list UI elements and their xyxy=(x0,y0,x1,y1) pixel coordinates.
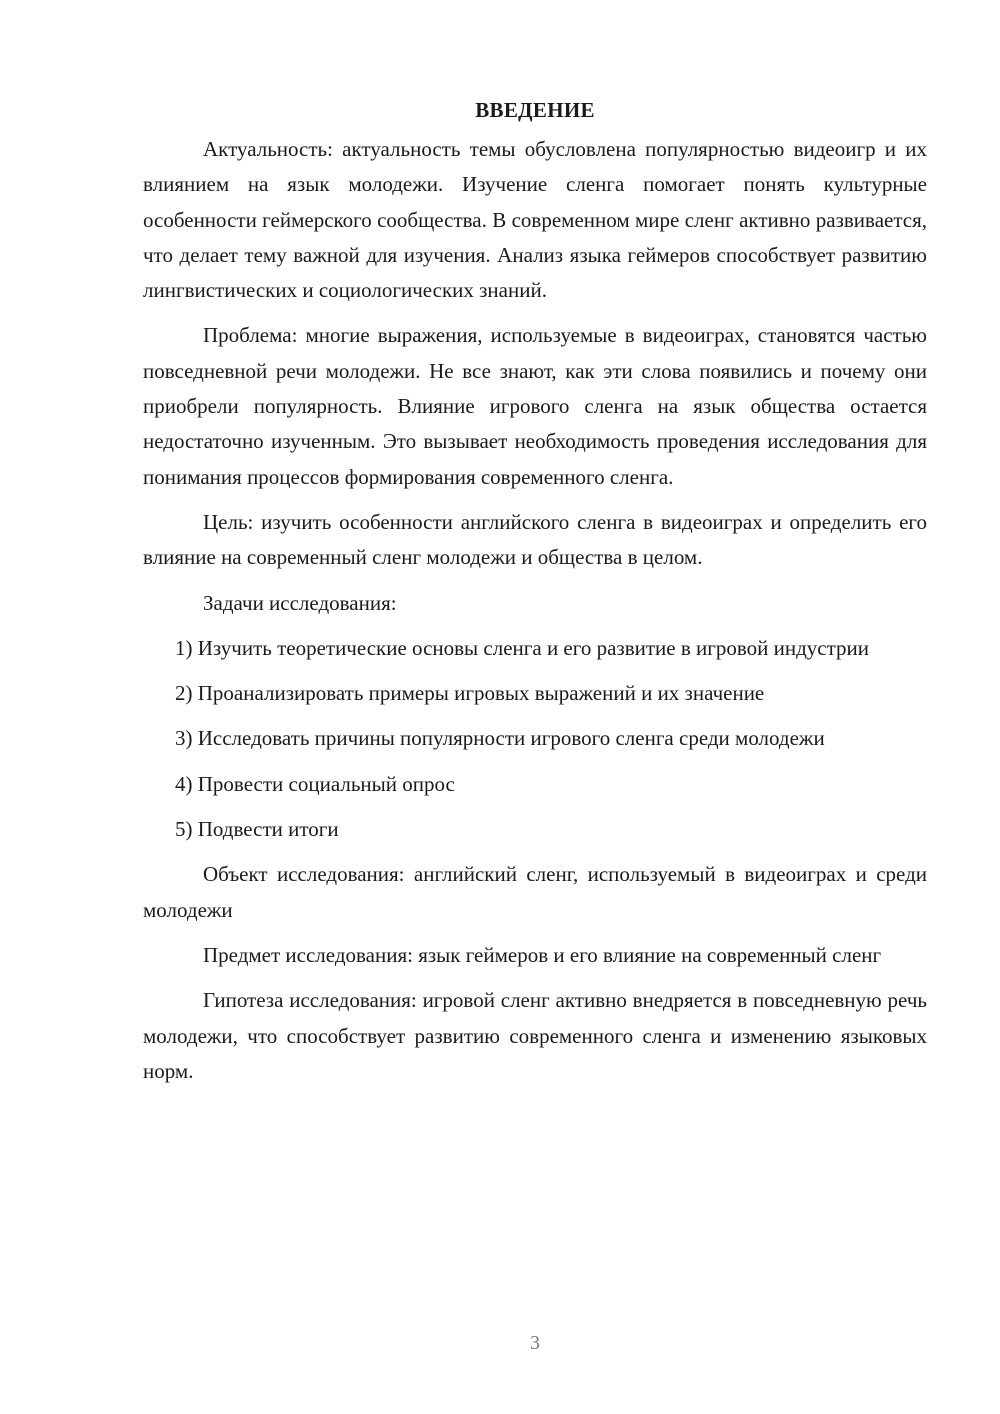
document-page xyxy=(143,92,927,1099)
task-item-5: 5) Подвести итоги xyxy=(175,817,339,842)
task-item-3: 3) Исследовать причины популярности игрового сленга среди молодежи xyxy=(175,726,825,751)
paragraph-goal: Цель: изучить особенности английского сленга в видеоиграх и определить его влияние на современный сленг молодежи и общества в целом. xyxy=(143,509,927,570)
task-item-1: 1) Изучить теоретические основы сленга и его развитие в игровой индустрии xyxy=(175,635,870,660)
task-item-2: 2) Проанализировать примеры игровых выражений и их значение xyxy=(175,681,765,706)
paragraph-object: Объект исследования: английский сленг, используемый в видеоиграх и среди молодежи xyxy=(143,862,927,922)
paragraph-problem: Проблема: многие выражения, используемые в видеоиграх, становятся частью повседневной речи молодежи. Не все знают, как эти слова появились и почему они приобрели популярность. Влияние игрового сленга на язык общества остается недостаточно изученным. Это вызывает необходимость проведения исследования для понимания процессов формирования современного сленга. xyxy=(143,323,927,489)
paragraph-hypothesis: Гипотеза исследования: игровой сленг активно внедряется в повседневную речь молодежи, что способствует развитию современного сленга и изменению языковых норм. xyxy=(143,988,927,1083)
paragraph-relevance: Актуальность: актуальность темы обусловлена популярностью видеоигр и их влиянием на язык молодежи. Изучение сленга помогает понять культурные особенности геймерского сообщества. В современном мире сленг активно развивается, что делает тему важной для изучения. Анализ языка геймеров способствует развитию лингвистических и социологических знаний. xyxy=(143,137,927,303)
tasks-heading: Задачи исследования: xyxy=(203,590,397,615)
paragraph-subject: Предмет исследования: язык геймеров и его влияние на современный сленг xyxy=(203,942,882,967)
page-number: 3 xyxy=(530,1332,540,1354)
task-item-4: 4) Провести социальный опрос xyxy=(175,771,455,796)
section-title: ВВЕДЕНИЕ xyxy=(475,98,595,122)
